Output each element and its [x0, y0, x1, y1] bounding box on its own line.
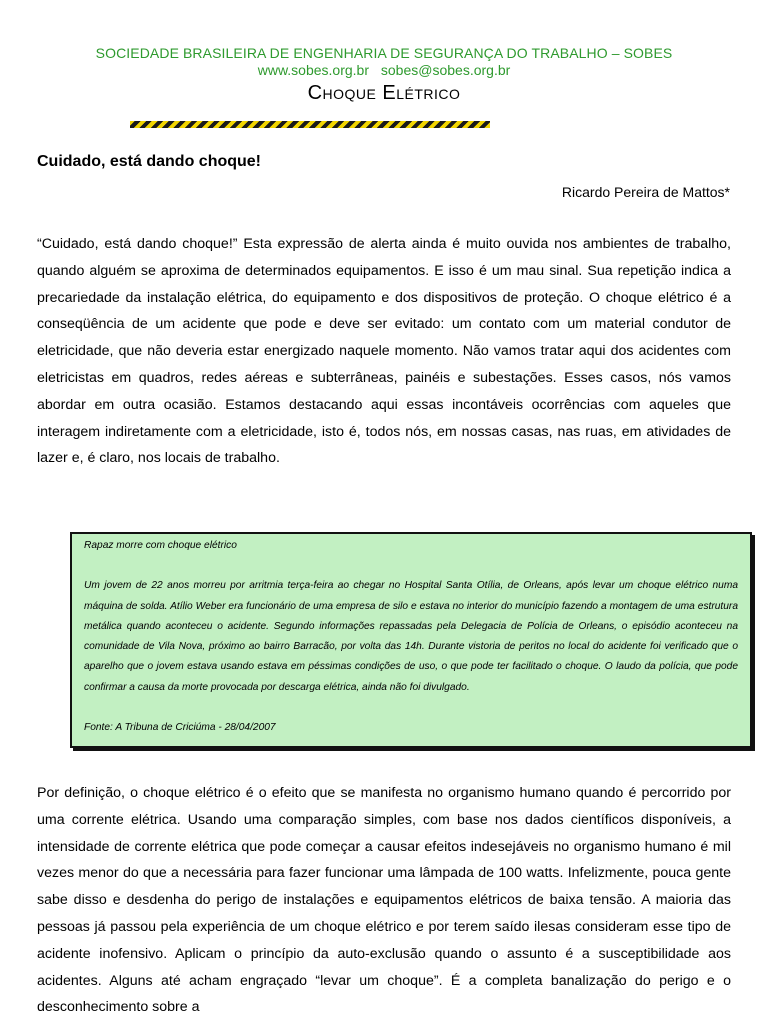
article-paragraph-1: “Cuidado, está dando choque!” Esta expressão de alerta ainda é muito ouvida nos ambientes de trabalho, quando alguém se aproxima de determinados equipamentos. E isso é um mau sinal. Sua repetição indica a precariedade da instalação elétrica, do equipamento e dos dispositivos de proteção. O choque elétrico é a conseqüência de um acidente que pode e deve ser evitado: um contato com um material condutor de eletricidade, que não deveria estar energizado naquele momento. Não vamos tratar aqui dos acidentes com eletricistas em quadros, redes aéreas e subterrâneas, painéis e subestações. Esses casos, nós vamos abordar em outra ocasião. Estamos destacando aqui essas incontáveis ocorrências com aqueles que interagem indiretamente com a eletricidade, isto é, todos nós, em nossas casas, nas ruas, em atividades de lazer e, é claro, nos locais de trabalho.: [37, 236, 731, 467]
document-title: Choque Elétrico: [307, 82, 461, 104]
website-link[interactable]: www.sobes.org.br: [257, 62, 369, 78]
article-paragraph-2: Por definição, o choque elétrico é o efeito que se manifesta no organismo humano quando é percorrido por uma corrente elétrica. Usando uma comparação simples, com base nos dados científicos disponíveis, a intensidade de corrente elétrica que pode começar a causar efeitos indesejáveis no organismo humano é mil vezes menor do que a necessária para fazer funcionar uma lâmpada de 100 watts. Infelizmente, pouca gente sabe disso e desdenha do perigo de instalações e equipamentos elétricos de baixa tensão. A maioria das pessoas já passou pela experiência de um choque elétrico e por terem saído ilesas consideram esse tipo de acidente inofensivo. Aplicam o princípio da auto-exclusão quando o assunto é a susceptibilidade aos acidentes. Alguns até acham engraçado “levar um choque”. É a completa banalização do perigo e o desconhecimento sobre a: [37, 785, 731, 1016]
article-title: Cuidado, está dando choque!: [37, 153, 262, 170]
article-author: Ricardo Pereira de Mattos*: [561, 184, 730, 200]
news-title: Rapaz morre com choque elétrico: [84, 540, 237, 551]
hazard-stripe-divider: [130, 121, 490, 128]
email-link[interactable]: sobes@sobes.org.br: [380, 62, 511, 78]
document-header: [0, 44, 768, 106]
news-body: Um jovem de 22 anos morreu por arritmia terça-feira ao chegar no Hospital Santa Otília, de Orleans, após levar um choque elétrico numa máquina de solda. Atílio Weber era funcionário de uma empresa de silo e estava no interior do município fazendo a montagem de uma estrutura metálica quando aconteceu o acidente. Segundo informações repassadas pela Delegacia de Polícia de Orleans, o episódio aconteceu na comunidade de Vila Nova, próximo ao bairro Barracão, por volta das 14h. Durante vistoria de peritos no local do acidente foi verificado que o aparelho que o jovem estava usando estava em péssimas condições de uso, o que pode ter facilitado o choque. O laudo da polícia, que pode confirmar a causa da morte provocada por descarga elétrica, ainda não foi divulgado.: [84, 580, 738, 693]
news-box: [70, 532, 752, 748]
contact-line: [0, 62, 768, 78]
news-source: Fonte: A Tribuna de Criciúma - 28/04/2007: [84, 722, 276, 734]
organization-name: SOCIEDADE BRASILEIRA DE ENGENHARIA DE SEGURANÇA DO TRABALHO – SOBES: [95, 45, 673, 61]
